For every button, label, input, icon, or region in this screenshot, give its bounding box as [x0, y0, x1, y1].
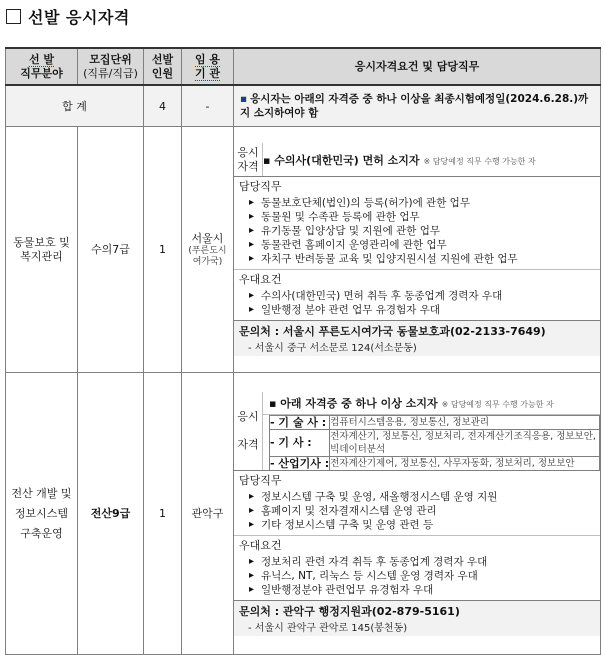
preferences-title: 우대요건	[239, 538, 282, 552]
duties-list	[239, 490, 595, 532]
license-key: - 기 술 사 :	[270, 415, 330, 429]
contact-text: 문의처 : 관악구 행정지원과(02-879-5161)	[239, 604, 460, 618]
list-item: ▸ 유닉스, NT, 리눅스 등 시스템 운영 경력자 우대	[249, 569, 595, 583]
preferences-list	[239, 289, 595, 317]
field-cell: 전산 개발 및 정보시스템 구축운영	[6, 373, 78, 655]
list-item: ▸ 기타 정보시스템 구축 및 운영 관련 등	[249, 518, 595, 532]
agency-cell: 관악구	[182, 373, 234, 655]
header-requirements: 응시자격요건 및 담당직무	[234, 48, 601, 85]
total-requirement: ▪ 응시자는 아래의 자격증 중 하나 이상을 최종시험예정일(2024.6.28.)까지 소지하여야 함	[234, 85, 601, 127]
contact-address: - 서울시 관악구 관악로 145(봉천동)	[248, 622, 408, 634]
list-item: ▸ 일반행정분야 관련업무 유경험자 우대	[249, 583, 595, 597]
duties-title: 담당직무	[239, 473, 282, 487]
license-value: 전자계산기제어, 정보통신, 사무자동화, 정보처리, 정보보안	[330, 456, 600, 470]
license-value: 전자계산기, 정보통신, 정보처리, 전자계산기조직응용, 정보보안, 빅데이터분석	[330, 429, 600, 456]
section-title-text: 선발 응시자격	[28, 7, 130, 27]
detail-cell	[234, 373, 601, 655]
contact-section	[234, 321, 600, 357]
contact-section	[234, 600, 600, 636]
duties-list	[239, 196, 595, 266]
field-cell: 동물보호 및 복지관리	[6, 127, 78, 373]
list-item: ▸ 동물보호단체(법인)의 등록(허가)에 관한 업무	[249, 196, 595, 210]
list-item: ▸ 정보시스템 구축 및 운영, 새올행정시스템 운영 지원	[249, 490, 595, 504]
header-agency: 임 용 기 관	[182, 48, 234, 85]
license-key: - 산업기사 :	[270, 456, 330, 470]
list-item: ▸ 정보처리 관련 자격 취득 후 동종업계 경력자 우대	[249, 555, 595, 569]
qualification-text: ▪ 아래 자격증 중 하나 이상 소지자 ※ 담당예정 직무 수행 가능한 자	[263, 392, 601, 415]
preferences-list	[239, 555, 595, 597]
qualification-table	[5, 47, 601, 655]
qualification-label: 응시 자격	[234, 143, 263, 177]
license-list	[263, 414, 601, 470]
header-field: 선 발 직무분야	[6, 48, 78, 85]
total-label: 합 계	[6, 85, 144, 127]
table-row	[6, 127, 601, 373]
duties-title: 담당직무	[239, 180, 282, 194]
table-row	[6, 373, 601, 655]
total-count: 4	[144, 85, 182, 127]
license-key: - 기 사 :	[270, 429, 330, 456]
unit-cell: 수의7급	[78, 127, 144, 373]
detail-cell	[234, 127, 601, 373]
contact-text: 문의처 : 서울시 푸른도시여가국 동물보호과(02-2133-7649)	[239, 325, 546, 339]
header-unit: 모집단위 (직류/직급)	[78, 48, 144, 85]
duties-section	[234, 177, 600, 270]
bullet-square-icon: ▪	[240, 93, 248, 105]
count-cell: 1	[144, 373, 182, 655]
qualification-text: ▪ 수의사(대한민국) 면허 소지자 ※ 담당예정 직무 수행 가능한 자	[263, 143, 601, 177]
agency-cell: 서울시 (푸른도시 여가국)	[182, 127, 234, 373]
total-row	[6, 85, 601, 127]
contact-address: - 서울시 중구 서소문로 124(서소문동)	[248, 343, 417, 355]
qualification-label: 응시 자격	[234, 392, 263, 471]
list-item: ▸ 홈페이지 및 전자결재시스템 운영 관리	[249, 504, 595, 518]
header-count: 선발 인원	[144, 48, 182, 85]
section-title	[6, 4, 130, 28]
list-item: ▸ 자치구 반려동물 교육 및 입양지원시설 지원에 관한 업무	[249, 252, 595, 266]
checkbox-square-icon	[6, 9, 21, 24]
list-item: ▸ 유기동물 입양상담 및 지원에 관한 업무	[249, 224, 595, 238]
list-item: ▸ 일반행정 분야 관련 업무 유경험자 우대	[249, 303, 595, 317]
list-item: ▸ 동물관련 홈페이지 운영관리에 관한 업무	[249, 238, 595, 252]
preferences-section	[234, 535, 600, 600]
count-cell: 1	[144, 127, 182, 373]
preferences-title: 우대요건	[239, 273, 282, 287]
duties-section	[234, 470, 600, 535]
total-agency: -	[182, 85, 234, 127]
list-item: ▸ 수의사(대한민국) 면허 취득 후 동종업계 경력자 우대	[249, 289, 595, 303]
unit-cell: 전산9급	[78, 373, 144, 655]
preferences-section	[234, 270, 600, 321]
list-item: ▸ 동물원 및 수족관 등록에 관한 업무	[249, 210, 595, 224]
license-value: 컴퓨터시스템응용, 정보통신, 정보관리	[330, 415, 600, 429]
